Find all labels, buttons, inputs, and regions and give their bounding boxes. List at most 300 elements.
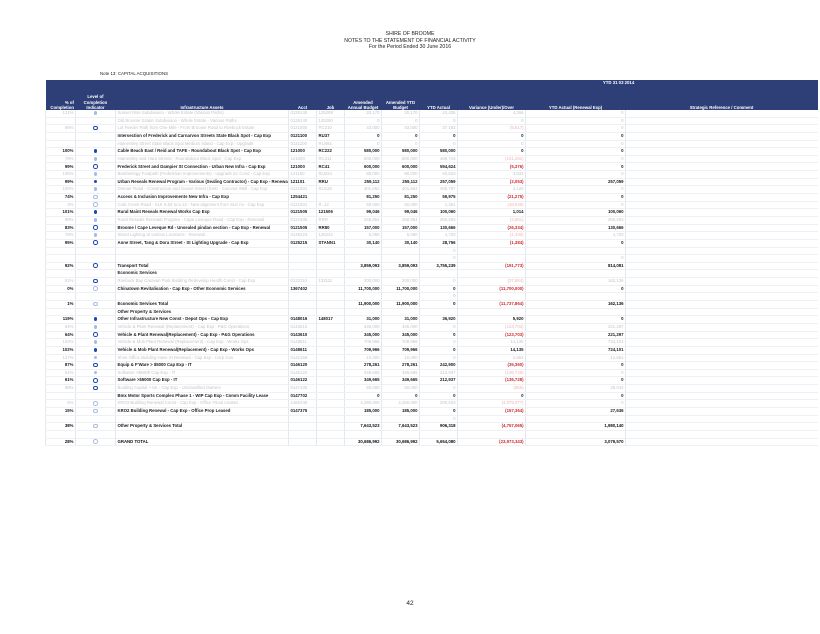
comment-cell [626, 262, 818, 270]
acct-cell: 0121501 [289, 201, 317, 209]
table-row [46, 392, 818, 400]
indicator-cell [76, 407, 116, 415]
ytd-actual-cell: 0 [420, 278, 458, 286]
ytd-budget-cell: 580,000 [382, 148, 420, 156]
budget-cell [345, 430, 382, 438]
indicator-cell [76, 339, 116, 347]
comment-cell [626, 178, 818, 186]
asset-name-cell: Bamberingy Footpath (Pedestrian Improvements) - Upgrade Ez Cond - Cap Exp [116, 171, 289, 179]
job-cell [317, 346, 345, 354]
completion-cell: 101% [46, 209, 76, 217]
acct-cell: 0121505 [289, 224, 317, 232]
asset-name-cell: Chinatown Revitalisation - Cap Exp - Other Economic Services [116, 285, 289, 293]
acct-cell [289, 262, 317, 270]
asset-name-cell: Anne Street, Tang & Dora Street - St Lighting Upgrade - Cap Exp [116, 239, 289, 247]
acct-cell: 0125140 [289, 117, 317, 125]
renewal-cell: 27,636 [526, 407, 626, 415]
budget-cell: 600,000 [345, 155, 382, 163]
indicator-cell [76, 255, 116, 263]
acct-cell: 0121000 [289, 125, 317, 133]
job-cell [317, 407, 345, 415]
completion-cell: 99% [46, 178, 76, 186]
indicator-cell [76, 308, 116, 316]
ytd-actual-cell: 0 [420, 407, 458, 415]
job-cell [317, 400, 345, 408]
acct-cell [289, 438, 317, 446]
completion-cell: 105% [46, 171, 76, 179]
ytd-budget-cell: 0 [382, 117, 420, 125]
renewal-cell: 4,720 [526, 232, 626, 240]
budget-cell: 81,250 [345, 194, 382, 202]
acct-cell: 0146120 [289, 362, 317, 370]
table-row [46, 278, 818, 286]
table-row [46, 323, 818, 331]
indicator-cell [76, 323, 116, 331]
completion-indicator-icon [94, 157, 98, 161]
col-header-asset: Infrastructure Assets [116, 87, 289, 110]
completion-indicator-icon [93, 439, 98, 444]
acct-cell [289, 308, 317, 316]
table-row [46, 178, 818, 186]
renewal-cell: 0 [526, 285, 626, 293]
indicator-cell [76, 354, 116, 362]
report-entity-title: SHIRE OF BROOME [385, 31, 435, 37]
acct-cell: 0121100 [289, 132, 317, 140]
comment-cell [626, 308, 818, 316]
completion-cell [46, 255, 76, 263]
variance-cell: 0 [458, 148, 526, 156]
comment-cell [626, 117, 818, 125]
report-title: NOTES TO THE STATEMENT OF FINANCIAL ACTIVITY [344, 37, 476, 44]
table-body [46, 110, 818, 446]
completion-cell: 100% [46, 148, 76, 156]
ytd-actual-cell: 0 [420, 247, 458, 255]
indicator-cell [76, 163, 116, 171]
table-row [46, 430, 818, 438]
col-header-ytd-budget: Amended YTD Budget [382, 87, 420, 110]
variance-cell: (123,703) [458, 331, 526, 339]
variance-cell: (35,360) [458, 362, 526, 370]
renewal-cell [526, 270, 626, 278]
renewal-cell: 0 [526, 194, 626, 202]
indicator-cell [76, 293, 116, 301]
comment-cell [626, 354, 818, 362]
table-row [46, 369, 818, 377]
comment-cell [626, 125, 818, 133]
ytd-budget-cell: 0 [382, 392, 420, 400]
renewal-cell: 162,136 [526, 301, 626, 309]
renewal-cell [526, 415, 626, 423]
renewal-cell: 221,297 [526, 323, 626, 331]
section-row [46, 308, 818, 316]
ytd-banner: YTD 31 03 2014 [420, 80, 818, 87]
indicator-cell [76, 186, 116, 194]
completion-indicator-icon [93, 225, 98, 230]
report-period: For the Period Ended 30 June 2016 [368, 44, 452, 50]
ytd-budget-cell: 0 [382, 140, 420, 148]
budget-cell: 11,900,000 [345, 301, 382, 309]
indicator-cell [76, 377, 116, 385]
table-row [46, 316, 818, 324]
table-row [46, 293, 818, 301]
ytd-actual-cell: 242,900 [420, 362, 458, 370]
ytd-actual-cell: 36,920 [420, 316, 458, 324]
budget-cell: 11,700,000 [345, 285, 382, 293]
completion-cell: 99% [46, 216, 76, 224]
ytd-actual-cell: 200,623 [420, 400, 458, 408]
variance-cell: (956) [458, 385, 526, 393]
table-row [46, 339, 818, 347]
ytd-actual-cell [420, 308, 458, 316]
acct-cell: 0125215 [289, 239, 317, 247]
ytd-budget-cell: 50,000 [382, 201, 420, 209]
job-cell [317, 255, 345, 263]
variance-cell: 1,014 [458, 209, 526, 217]
acct-cell: 0148611 [289, 339, 317, 347]
asset-name-cell: GRAND TOTAL [116, 438, 289, 446]
asset-name-cell: KRO2 Building Renewal - Cap Exp - Office Prop Leased [116, 407, 289, 415]
completion-indicator-icon [93, 240, 98, 245]
renewal-cell: 0 [526, 148, 626, 156]
comment-cell [626, 278, 818, 286]
comment-cell [626, 331, 818, 339]
comment-cell [626, 377, 818, 385]
job-cell [317, 377, 345, 385]
renewal-cell: 266,293 [526, 216, 626, 224]
renewal-cell: 0 [526, 316, 626, 324]
job-cell: RU37 [317, 132, 345, 140]
comment-cell [626, 438, 818, 446]
acct-cell: 121101 [289, 178, 317, 186]
asset-name-cell: Hamersley and Hara Streets - Roundabout Black Spot - Cap Exp [116, 155, 289, 163]
asset-name-cell: Economic Services [116, 270, 289, 278]
completion-cell: 28% [46, 438, 76, 446]
comment-cell [626, 132, 818, 140]
acct-cell: 0146122 [289, 369, 317, 377]
job-cell [317, 354, 345, 362]
comment-cell [626, 369, 818, 377]
asset-name-cell: Other Property & Services [116, 308, 289, 316]
comment-cell [626, 140, 818, 148]
indicator-cell [76, 369, 116, 377]
completion-indicator-icon [93, 164, 98, 169]
completion-cell: 0% [46, 285, 76, 293]
indicator-cell [76, 125, 116, 133]
variance-cell: 4,266 [458, 110, 526, 117]
completion-cell: 102% [46, 346, 76, 354]
page-number: 42 [406, 600, 414, 607]
acct-cell: 0121505 [289, 216, 317, 224]
completion-indicator-icon [93, 195, 98, 200]
comment-cell [626, 247, 818, 255]
ytd-actual-cell: 0 [420, 331, 458, 339]
indicator-cell [76, 285, 116, 293]
asset-name-cell: Vehicle & Mob Plant Renewal (Replacement) - Cap Exp - Works Ops [116, 339, 289, 347]
indicator-cell [76, 438, 116, 446]
table-row [46, 132, 818, 140]
ytd-budget-cell: 709,966 [382, 339, 420, 347]
job-cell [317, 438, 345, 446]
acct-cell: 0121100 [289, 140, 317, 148]
renewal-cell: 724,101 [526, 346, 626, 354]
indicator-cell [76, 331, 116, 339]
ytd-budget-cell: 11,700,000 [382, 285, 420, 293]
ytd-budget-cell: 80,000 [382, 171, 420, 179]
table-row [46, 354, 818, 362]
budget-cell: 3,859,093 [345, 262, 382, 270]
budget-cell: 401,662 [345, 186, 382, 194]
budget-cell: 0 [345, 117, 382, 125]
completion-cell: 99% [46, 163, 76, 171]
completion-cell [46, 247, 76, 255]
note-title: Note 13: CAPITAL ACQUISITIONS [100, 71, 169, 76]
asset-name-cell: Crab Creek Road - SLK 5.53 to 6.13 - New alignment from SLK mi - Cap Exp [116, 201, 289, 209]
indicator-cell [76, 278, 116, 286]
total-row [46, 301, 818, 309]
comment-cell [626, 323, 818, 331]
ytd-budget-cell: 185,000 [382, 407, 420, 415]
renewal-cell [526, 293, 626, 301]
table-row [46, 117, 818, 125]
ytd-budget-cell [382, 270, 420, 278]
comment-cell [626, 163, 818, 171]
acct-cell [289, 293, 317, 301]
asset-name-cell: Software >$5000 Cap Exp - IT [116, 377, 289, 385]
completion-indicator-icon [93, 286, 98, 291]
ytd-budget-cell: 345,000 [382, 331, 420, 339]
completion-cell: 1% [46, 301, 76, 309]
job-cell [317, 339, 345, 347]
budget-cell: 7,643,523 [345, 423, 382, 431]
comment-cell [626, 430, 818, 438]
ytd-budget-cell: 7,643,523 [382, 423, 420, 431]
comment-cell [626, 285, 818, 293]
job-cell: RRR [317, 216, 345, 224]
completion-indicator-icon [93, 332, 98, 337]
completion-indicator-icon [93, 409, 98, 414]
ytd-actual-cell [420, 430, 458, 438]
variance-cell: 0 [458, 392, 526, 400]
ytd-actual-cell: 0 [420, 354, 458, 362]
job-cell [317, 331, 345, 339]
comment-cell [626, 232, 818, 240]
variance-cell: (23,973,343) [458, 438, 526, 446]
ytd-actual-cell: 468,719 [420, 155, 458, 163]
budget-cell: 600,000 [345, 163, 382, 171]
completion-indicator-icon [93, 378, 98, 383]
completion-cell [46, 117, 76, 125]
renewal-cell: 0 [526, 110, 626, 117]
variance-cell [458, 247, 526, 255]
table-row [46, 155, 818, 163]
job-cell [317, 392, 345, 400]
table-row [46, 163, 818, 171]
variance-cell: 0 [458, 140, 526, 148]
budget-cell: 345,000 [345, 323, 382, 331]
completion-indicator-icon [94, 325, 98, 329]
comment-cell [626, 194, 818, 202]
job-cell [317, 308, 345, 316]
budget-cell: 20,170 [345, 110, 382, 117]
completion-indicator-icon [94, 172, 98, 176]
completion-indicator-icon [93, 202, 98, 207]
ytd-budget-cell [382, 293, 420, 301]
completion-indicator-icon [94, 111, 98, 115]
variance-cell: 4,125 [458, 186, 526, 194]
ytd-actual-cell: 0 [420, 293, 458, 301]
budget-cell: 200,000 [345, 278, 382, 286]
indicator-cell [76, 132, 116, 140]
table-row [46, 239, 818, 247]
ytd-budget-cell: 3,859,093 [382, 262, 420, 270]
job-cell [317, 362, 345, 370]
job-cell [317, 301, 345, 309]
section-row [46, 270, 818, 278]
completion-cell: 61% [46, 377, 76, 385]
acct-cell: 0147702 [289, 392, 317, 400]
budget-cell: 30,686,992 [345, 438, 382, 446]
ytd-actual-cell: 0 [420, 392, 458, 400]
ytd-budget-cell: 11,900,000 [382, 301, 420, 309]
job-cell [317, 415, 345, 423]
table-row [46, 125, 818, 133]
ytd-budget-cell: 30,140 [382, 239, 420, 247]
renewal-cell: 0 [526, 377, 626, 385]
variance-cell [458, 308, 526, 316]
renewal-cell [526, 247, 626, 255]
table-row [46, 377, 818, 385]
variance-cell: (2,561) [458, 216, 526, 224]
job-cell: RC411 [317, 155, 345, 163]
indicator-cell [76, 110, 116, 117]
job-cell: 125290 [317, 117, 345, 125]
acct-cell [289, 301, 317, 309]
budget-cell: 31,000 [345, 316, 382, 324]
ytd-actual-cell: 59,975 [420, 194, 458, 202]
renewal-cell: 0 [526, 201, 626, 209]
completion-cell: 102% [46, 339, 76, 347]
ytd-actual-cell: 266,293 [420, 216, 458, 224]
asset-name-cell: Software >$5000 Cap Exp - IT [116, 369, 289, 377]
table-row [46, 209, 818, 217]
budget-cell [345, 247, 382, 255]
indicator-cell [76, 155, 116, 163]
job-cell: RU491 [317, 140, 345, 148]
renewal-cell [526, 308, 626, 316]
comment-cell [626, 148, 818, 156]
variance-cell: (5,376) [458, 163, 526, 171]
job-cell [317, 430, 345, 438]
ytd-budget-cell: 349,665 [382, 377, 420, 385]
asset-name-cell: Old Broome Estate Subdivision - Whole Estate - Various Paths [116, 117, 289, 125]
indicator-cell [76, 316, 116, 324]
indicator-cell [76, 423, 116, 431]
ytd-budget-cell: 4,280,000 [382, 400, 420, 408]
header-banner-left [46, 80, 420, 87]
variance-cell: (21,275) [458, 194, 526, 202]
budget-cell: 50,000 [345, 201, 382, 209]
table-row [46, 346, 818, 354]
ytd-budget-cell: 709,966 [382, 346, 420, 354]
table-row [46, 148, 818, 156]
total-row [46, 438, 818, 446]
budget-cell: 99,046 [345, 209, 382, 217]
variance-cell: (4,757,065) [458, 423, 526, 431]
budget-cell [345, 293, 382, 301]
ytd-actual-cell: 100,060 [420, 209, 458, 217]
indicator-cell [76, 209, 116, 217]
job-cell: 121506 [317, 209, 345, 217]
asset-name-cell [116, 430, 289, 438]
job-cell [317, 423, 345, 431]
ytd-actual-cell [420, 270, 458, 278]
ytd-budget-cell: 259,112 [382, 178, 420, 186]
acct-cell: 121000 [289, 163, 317, 171]
variance-cell [458, 255, 526, 263]
job-cell: RU120 [317, 186, 345, 194]
comment-cell [626, 293, 818, 301]
acct-cell: 121000 [289, 155, 317, 163]
variance-cell: (26,334) [458, 224, 526, 232]
job-cell [317, 293, 345, 301]
table-row [46, 232, 818, 240]
asset-name-cell: Equip & F'Ware > $5000 Cap Exp - IT [116, 362, 289, 370]
indicator-cell [76, 430, 116, 438]
asset-name-cell: Broome / Cape Leveque Rd - Unsealed pindan section - Cap Exp - Renewal [116, 224, 289, 232]
acct-cell [289, 255, 317, 263]
renewal-cell: 0 [526, 400, 626, 408]
table-row [46, 362, 818, 370]
indicator-cell [76, 385, 116, 393]
budget-cell: 185,000 [345, 407, 382, 415]
col-header-job: Job [317, 87, 345, 110]
comment-cell [626, 224, 818, 232]
ytd-budget-cell [382, 247, 420, 255]
completion-cell: 81% [46, 278, 76, 286]
table-row [46, 400, 818, 408]
indicator-cell [76, 194, 116, 202]
asset-name-cell: Shire Office Building Hase St Renewal - Cap Exp - Corp Gov [116, 354, 289, 362]
ytd-actual-cell: 906,318 [420, 423, 458, 431]
asset-name-cell: Hamersley Street State Black Spot Medium Island - Cap Exp - Upgrade [116, 140, 289, 148]
budget-cell: 43,000 [345, 125, 382, 133]
col-header-variance: Variance (Under)/Over [458, 87, 526, 110]
completion-indicator-icon [93, 279, 98, 284]
renewal-cell: 724,101 [526, 339, 626, 347]
completion-cell: 5% [46, 400, 76, 408]
ytd-budget-cell: 99,046 [382, 209, 420, 217]
budget-cell [345, 415, 382, 423]
variance-cell: 3,833 [458, 171, 526, 179]
renewal-cell [526, 430, 626, 438]
budget-cell [345, 308, 382, 316]
indicator-cell [76, 216, 116, 224]
table-row [46, 171, 818, 179]
comment-cell [626, 186, 818, 194]
completion-indicator-icon [94, 356, 98, 360]
table-row [46, 255, 818, 263]
ytd-actual-cell: 0 [420, 346, 458, 354]
asset-name-cell: KRO3 Building Renewal Const - Cap Exp - Office Fitout Leases [116, 400, 289, 408]
budget-cell: 268,854 [345, 216, 382, 224]
completion-cell: 127% [46, 354, 76, 362]
table-row [46, 201, 818, 209]
completion-cell: 78% [46, 232, 76, 240]
completion-indicator-icon [93, 363, 98, 368]
acct-cell: 1482446 [289, 400, 317, 408]
budget-cell: 0 [345, 140, 382, 148]
ytd-actual-cell: 4,720 [420, 232, 458, 240]
